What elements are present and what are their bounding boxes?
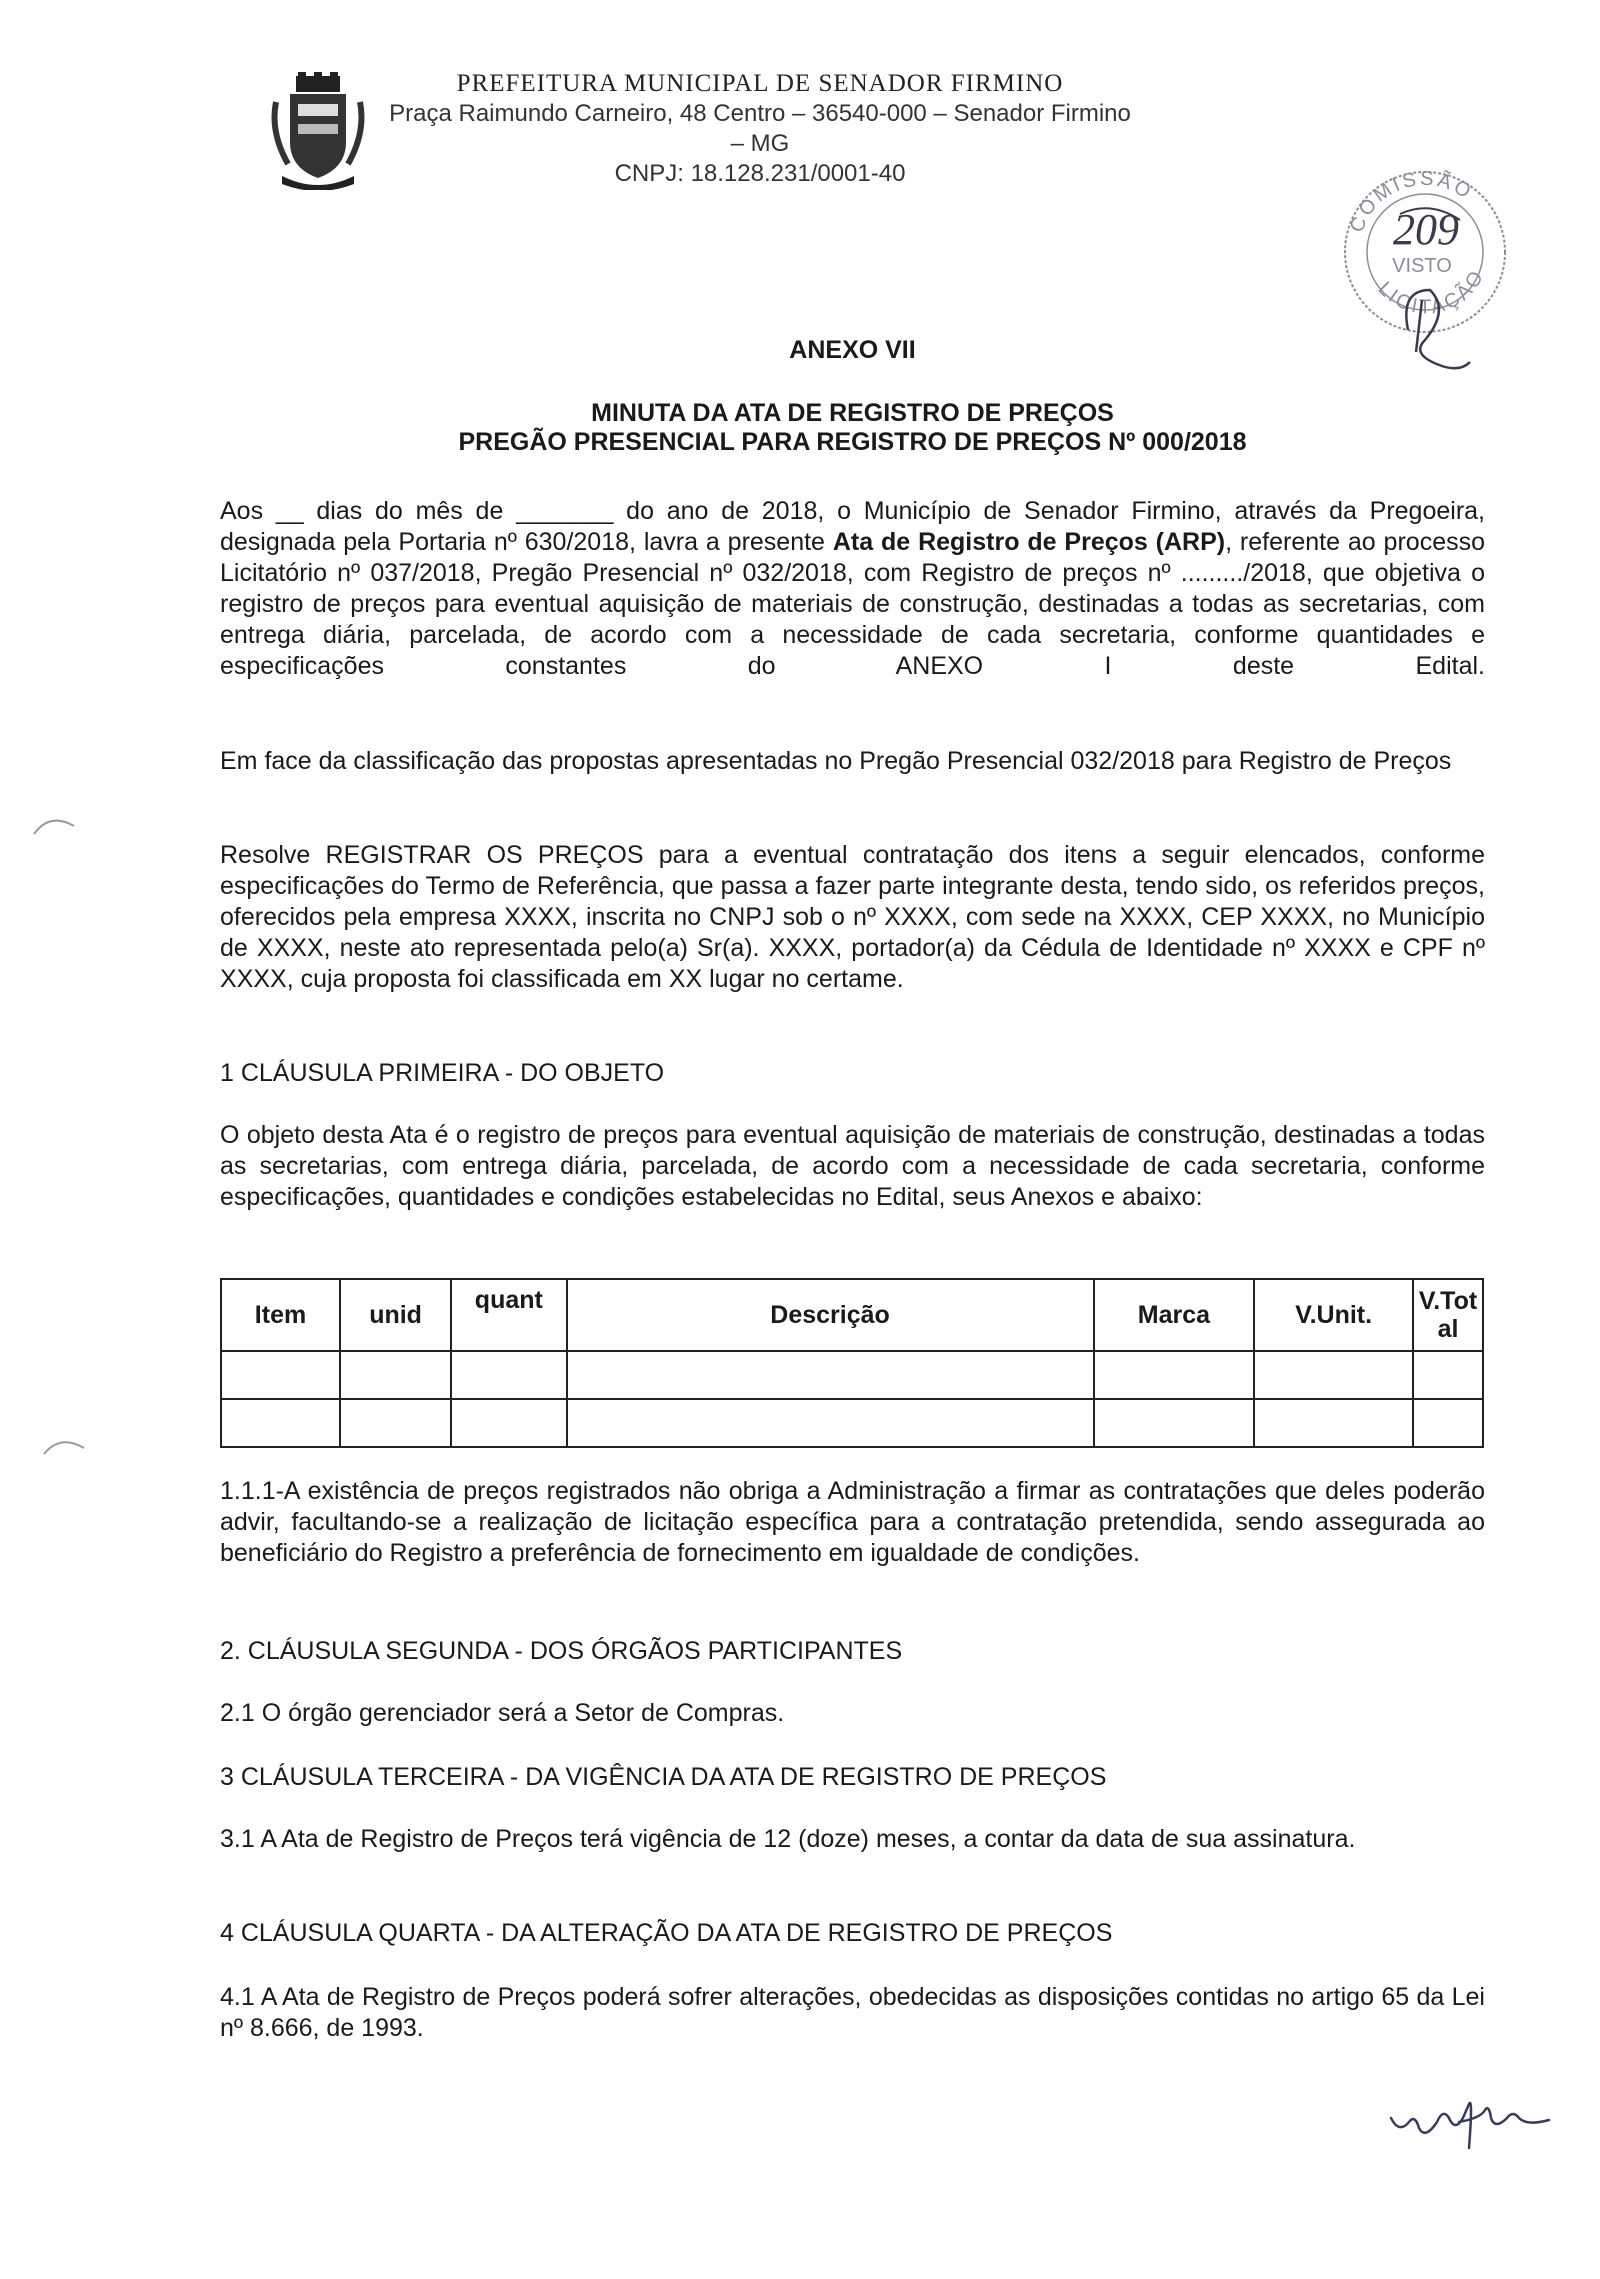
table-cell <box>1254 1399 1413 1447</box>
table-cell <box>451 1351 566 1399</box>
table-cell <box>1413 1399 1483 1447</box>
table-cell <box>1094 1399 1255 1447</box>
col-marca: Marca <box>1094 1279 1255 1351</box>
col-descricao: Descrição <box>567 1279 1094 1351</box>
table-cell <box>1254 1351 1413 1399</box>
scan-mark <box>30 808 80 838</box>
scan-mark <box>40 1430 90 1460</box>
intro-text-2: , referente ao processo Licitatório nº 037/2018, Pregão Presencial nº 032/2018, com Registro de preços nº ........./2018, que objetiva o registro de preços para eventual aquisição de materiais de construção, destinadas a todas as secretarias, com entrega diária, parcelada, de acordo com a necessidade de cada secretaria, conforme quantidades e especificações constantes do ANEXO I deste Edital. <box>220 528 1485 680</box>
svg-text:COMISSÃO: COMISSÃO <box>1345 167 1477 236</box>
col-vunit: V.Unit. <box>1254 1279 1413 1351</box>
table-cell <box>567 1399 1094 1447</box>
col-unid: unid <box>340 1279 451 1351</box>
handwritten-signature <box>1385 2088 1555 2158</box>
clause-1-1-1-text: 1.1.1-A existência de preços registrados não obriga a Administração a firmar as contratações que deles poderão advir, facultando-se a realização de licitação específica para a contratação pretendida, sendo assegurada ao beneficiário do Registro a preferência de fornecimento em igualdade de condições. <box>220 1477 1485 1567</box>
clause-4-1-text: 4.1 A Ata de Registro de Preços poderá sofrer alterações, obedecidas as disposições contidas no artigo 65 da Lei nº 8.666, de 1993. <box>220 1983 1485 2042</box>
svg-text:VISTO: VISTO <box>1392 255 1452 277</box>
table-header-row <box>221 1279 1483 1351</box>
clause-3-heading: 3 CLÁUSULA TERCEIRA - DA VIGÊNCIA DA ATA DE REGISTRO DE PREÇOS <box>220 1763 1107 1791</box>
table-row <box>221 1399 1483 1447</box>
clause-2-heading: 2. CLÁUSULA SEGUNDA - DOS ÓRGÃOS PARTICIPANTES <box>220 1637 903 1665</box>
table-cell <box>221 1399 340 1447</box>
clause-4-heading: 4 CLÁUSULA QUARTA - DA ALTERAÇÃO DA ATA DE REGISTRO DE PREÇOS <box>220 1919 1113 1947</box>
prefecture-cnpj: CNPJ: 18.128.231/0001-40 <box>614 160 906 187</box>
table-cell <box>221 1351 340 1399</box>
clause-1-text: O objeto desta Ata é o registro de preços para eventual aquisição de materiais de construção, destinadas a todas as secretarias, com entrega diária, parcelada, de acordo com a necessidade de cada secretaria, conforme especificações, quantidades e condições estabelecidas no Edital, seus Anexos e abaixo: <box>220 1121 1485 1211</box>
table-cell <box>1094 1351 1255 1399</box>
col-vtotal: V.Tot al <box>1413 1279 1483 1351</box>
table-cell <box>340 1351 451 1399</box>
table-cell <box>567 1351 1094 1399</box>
col-item: Item <box>221 1279 340 1351</box>
intro-text-1: Aos __ dias do mês de _______ do ano de 2018, o Município de Senador Firmino, através da Pregoeira, designada pela Portaria nº 630/2018, lavra a presente <box>220 497 1485 556</box>
resolve-paragraph: Resolve REGISTRAR OS PREÇOS para a eventual contratação dos itens a seguir elencados, conforme especificações do Termo de Referência, que passa a fazer parte integrante desta, tendo sido, os referidos preços, oferecidos pela empresa XXXX, inscrita no CNPJ sob o nº XXXX, com sede na XXXX, CEP XXXX, no Município de XXXX, neste ato representada pelo(a) Sr(a). XXXX, portador(a) da Cédula de Identidade nº XXXX e CPF nº XXXX, cuja proposta foi classificada em XX lugar no certame. <box>220 841 1485 993</box>
svg-text:209: 209 <box>1393 205 1459 254</box>
table-cell <box>451 1399 566 1447</box>
items-table <box>220 1278 1484 1448</box>
prefecture-name: PREFEITURA MUNICIPAL DE SENADOR FIRMINO <box>456 70 1064 97</box>
table-cell <box>340 1399 451 1447</box>
svg-text:LICITAÇÃO: LICITAÇÃO <box>1373 265 1490 319</box>
prefecture-address: Praça Raimundo Carneiro, 48 Centro – 36540-000 – Senador Firmino – MG <box>389 100 1131 157</box>
intro-bold-text: Ata de Registro de Preços (ARP) <box>832 528 1226 556</box>
col-quant: quant <box>451 1279 566 1351</box>
document-title: MINUTA DA ATA DE REGISTRO DE PREÇOS <box>591 399 1114 427</box>
annex-title: ANEXO VII <box>789 336 916 364</box>
classification-paragraph: Em face da classificação das propostas apresentadas no Pregão Presencial 032/2018 para Registro de Preços <box>220 747 1452 775</box>
table-row <box>221 1351 1483 1399</box>
clause-2-1-text: 2.1 O órgão gerenciador será a Setor de Compras. <box>220 1699 785 1727</box>
letterhead <box>380 68 1140 189</box>
table-cell <box>1413 1351 1483 1399</box>
clause-3-1-text: 3.1 A Ata de Registro de Preços terá vigência de 12 (doze) meses, a contar da data de sua assinatura. <box>220 1825 1356 1853</box>
document-subtitle: PREGÃO PRESENCIAL PARA REGISTRO DE PREÇOS Nº 000/2018 <box>458 428 1247 456</box>
intro-paragraph <box>220 496 1485 713</box>
municipal-crest-icon <box>268 72 368 190</box>
clause-1-heading: 1 CLÁUSULA PRIMEIRA - DO OBJETO <box>220 1059 665 1087</box>
